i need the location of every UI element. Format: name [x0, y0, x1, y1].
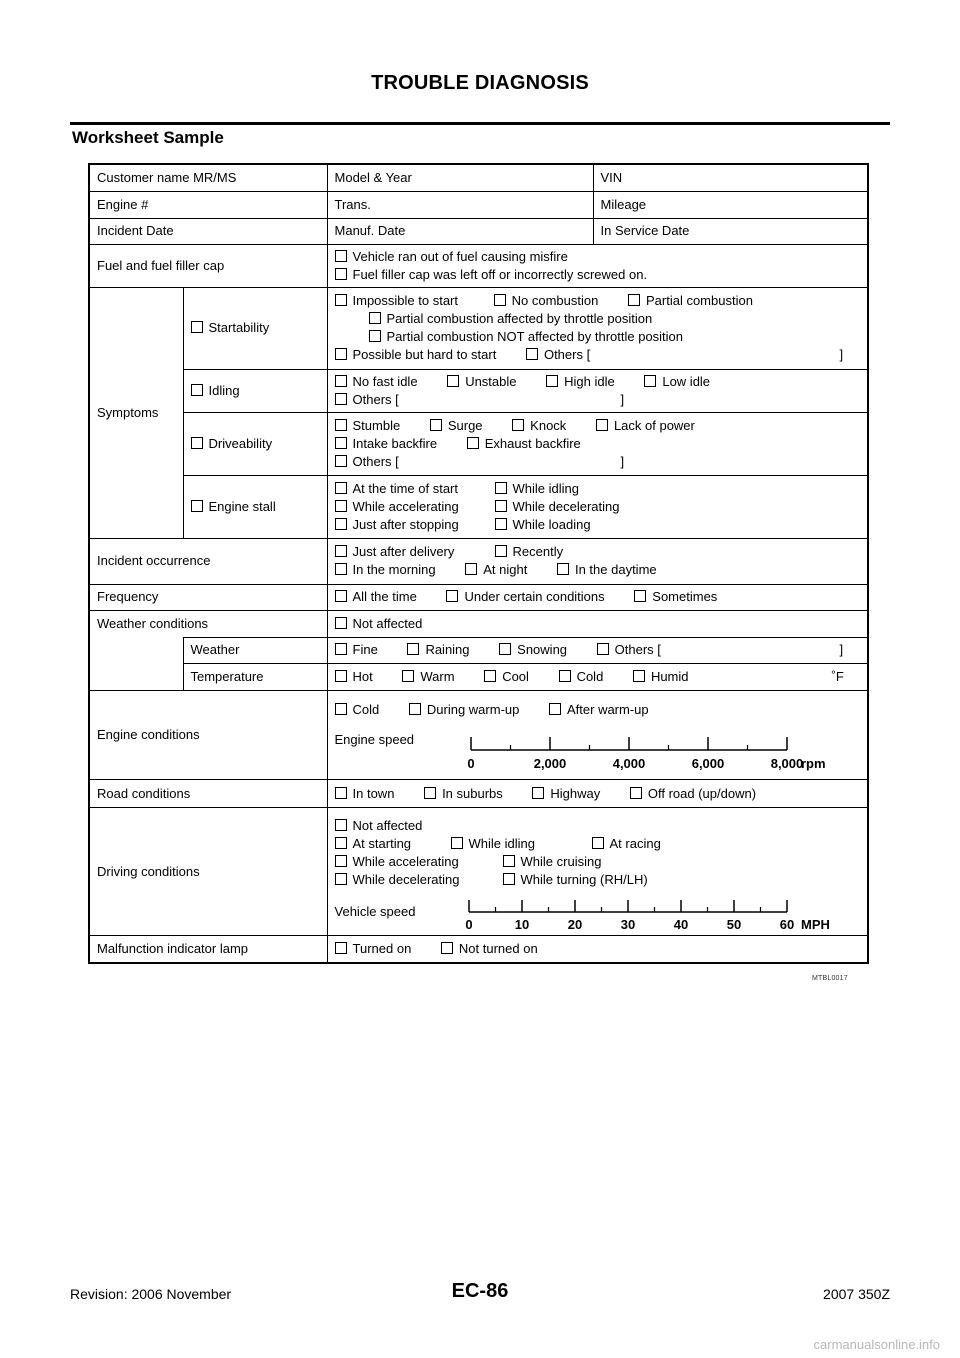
checkbox-icon: [441, 942, 453, 954]
engine-speed-label: Engine speed: [334, 731, 415, 747]
engine-stall-suboption[interactable]: Just after stopping: [335, 516, 479, 534]
incident-options: [327, 539, 868, 584]
symptoms-label: Symptoms: [89, 287, 183, 539]
weather-option[interactable]: Others [: [597, 641, 661, 659]
engine-stall-suboption[interactable]: While accelerating: [335, 498, 479, 516]
fuel-label: Fuel and fuel filler cap: [89, 244, 327, 287]
driving-option[interactable]: While cruising: [503, 853, 602, 871]
driving-option[interactable]: While idling: [451, 835, 576, 853]
vehicle-speed-label: Vehicle speed: [334, 903, 416, 919]
incident-option[interactable]: In the daytime: [557, 561, 657, 579]
checkbox-icon: [549, 703, 561, 715]
checkbox-icon: [499, 643, 511, 655]
checkbox-icon: [335, 837, 347, 849]
road-conditions-label: Road conditions: [89, 779, 327, 807]
checkbox-icon: [335, 643, 347, 655]
vehicle-speed-row: [334, 889, 861, 932]
checkbox-icon: [191, 384, 203, 396]
checkbox-icon: [484, 670, 496, 682]
model-year-field[interactable]: Model & Year: [327, 164, 593, 191]
mph-scale-tick-label: 50: [726, 916, 741, 932]
engine-stall-suboption[interactable]: While decelerating: [495, 498, 620, 516]
watermark: carmanualsonline.info: [813, 1337, 940, 1352]
symptoms-row: [89, 287, 868, 369]
checkbox-icon: [557, 563, 569, 575]
footer-page-number: EC-86: [451, 1280, 509, 1302]
driveability-suboption[interactable]: Stumble: [335, 417, 401, 435]
driving-option[interactable]: While accelerating: [335, 853, 487, 871]
checkbox-icon: [495, 500, 507, 512]
checkbox-icon: [451, 837, 463, 849]
checkbox-icon: [630, 787, 642, 799]
engine-stall-suboption[interactable]: While idling: [495, 480, 579, 498]
driveability-suboption[interactable]: Intake backfire: [335, 435, 438, 453]
incident-option[interactable]: At night: [465, 561, 527, 579]
weather-option[interactable]: Snowing: [499, 641, 567, 659]
startability-suboption[interactable]: Partial combustion NOT affected by throttle position: [369, 328, 684, 346]
driving-conditions-label: Driving conditions: [89, 808, 327, 936]
checkbox-icon: [335, 294, 347, 306]
incident-option[interactable]: In the morning: [335, 561, 436, 579]
driving-option[interactable]: At racing: [592, 835, 661, 853]
vin-field[interactable]: VIN: [593, 164, 868, 191]
checkbox-icon: [644, 375, 656, 387]
engine-conditions-label: Engine conditions: [89, 690, 327, 779]
temperature-option[interactable]: Cold: [559, 668, 604, 686]
temperature-option[interactable]: Warm: [402, 668, 454, 686]
checkbox-icon: [495, 545, 507, 557]
road-option[interactable]: In suburbs: [424, 785, 503, 803]
checkbox-icon: [335, 268, 347, 280]
weather-options: [327, 637, 868, 663]
checkbox-icon: [546, 375, 558, 387]
weather-option[interactable]: Raining: [407, 641, 469, 659]
checkbox-icon: [335, 419, 347, 431]
checkbox-icon: [592, 837, 604, 849]
checkbox-icon: [559, 670, 571, 682]
incident-row: [89, 539, 868, 584]
road-conditions-options: [327, 779, 868, 807]
checkbox-icon: [369, 330, 381, 342]
bracket-close: ]: [620, 454, 625, 470]
checkbox-icon: [335, 590, 347, 602]
driveability-options: [327, 413, 868, 476]
mil-option[interactable]: Not turned on: [441, 940, 538, 958]
weather-conditions-label: Weather conditions: [89, 610, 327, 637]
idling-others[interactable]: Others [: [335, 391, 399, 409]
checkbox-icon: [335, 482, 347, 494]
engine-conditions-options: [327, 690, 868, 779]
checkbox-icon: [634, 590, 646, 602]
mph-scale-tick-label: 40: [673, 916, 688, 932]
temperature-option[interactable]: Hot: [335, 668, 373, 686]
checkbox-icon: [335, 375, 347, 387]
idling-option[interactable]: Idling: [183, 369, 327, 412]
temperature-unit: ˚F: [831, 668, 844, 684]
checkbox-icon: [628, 294, 640, 306]
checkbox-icon: [495, 518, 507, 530]
temperature-label: Temperature: [183, 663, 327, 690]
driving-conditions-row: [89, 808, 868, 936]
engine-condition-option[interactable]: After warm-up: [549, 701, 649, 719]
driving-conditions-options: [327, 808, 868, 936]
mph-scale-tick-label: 20: [567, 916, 582, 932]
checkbox-icon: [335, 393, 347, 405]
checkbox-icon: [512, 419, 524, 431]
checkbox-icon: [447, 375, 459, 387]
frequency-option[interactable]: Under certain conditions: [446, 588, 604, 606]
checkbox-icon: [191, 321, 203, 333]
temperature-options: [327, 663, 868, 690]
startability-suboption[interactable]: Impossible to start: [335, 292, 459, 310]
in-service-date-field[interactable]: In Service Date: [593, 218, 868, 244]
checkbox-icon: [335, 670, 347, 682]
weather-option[interactable]: Fine: [335, 641, 378, 659]
idling-suboption[interactable]: High idle: [546, 373, 615, 391]
idling-options: [327, 369, 868, 412]
engine-stall-options: [327, 476, 868, 539]
driveability-suboption[interactable]: Knock: [512, 417, 566, 435]
footer-model: 2007 350Z: [823, 1286, 890, 1302]
frequency-option[interactable]: Sometimes: [634, 588, 717, 606]
weather-row: [89, 637, 868, 663]
incident-label: Incident occurrence: [89, 539, 327, 584]
checkbox-icon: [335, 563, 347, 575]
checkbox-icon: [335, 518, 347, 530]
rpm-scale-unit-label: rpm: [800, 755, 826, 771]
checkbox-icon: [597, 643, 609, 655]
weather-label: Weather: [183, 637, 327, 663]
startability-options: [327, 287, 868, 369]
info-row: [89, 191, 868, 218]
checkbox-icon: [335, 703, 347, 715]
checkbox-icon: [335, 873, 347, 885]
checkbox-icon: [335, 617, 347, 629]
checkbox-icon: [467, 437, 479, 449]
info-row: [89, 218, 868, 244]
checkbox-icon: [409, 703, 421, 715]
engine-condition-option[interactable]: Cold: [335, 701, 380, 719]
mph-scale-tick-label: 60: [779, 916, 794, 932]
mil-row: [89, 936, 868, 963]
fuel-option[interactable]: Fuel filler cap was left off or incorrectly screwed on.: [335, 266, 648, 284]
checkbox-icon: [335, 545, 347, 557]
mph-scale-tick-label: 10: [514, 916, 529, 932]
rpm-scale-tick-label: 4,000: [612, 755, 645, 771]
engine-speed-scale[interactable]: [465, 735, 826, 771]
bracket-close: ]: [620, 392, 625, 408]
incident-date-field[interactable]: Incident Date: [89, 218, 327, 244]
startability-suboption[interactable]: Partial combustion: [628, 292, 753, 310]
bracket-close: ]: [839, 642, 844, 658]
engine-stall-suboption[interactable]: At the time of start: [335, 480, 479, 498]
checkbox-icon: [335, 819, 347, 831]
engine-condition-option[interactable]: During warm-up: [409, 701, 519, 719]
frequency-row: [89, 584, 868, 610]
road-option[interactable]: In town: [335, 785, 395, 803]
engine-conditions-row: [89, 690, 868, 779]
mil-options: [327, 936, 868, 963]
idling-suboption[interactable]: Unstable: [447, 373, 516, 391]
mil-option[interactable]: Turned on: [335, 940, 412, 958]
temperature-option[interactable]: Humid: [633, 668, 689, 686]
temperature-row: [89, 663, 868, 690]
startability-suboption[interactable]: Others [: [526, 346, 590, 364]
worksheet: [88, 163, 867, 964]
vehicle-speed-scale[interactable]: [463, 899, 843, 931]
checkbox-icon: [335, 455, 347, 467]
checkbox-icon: [430, 419, 442, 431]
checkbox-icon: [503, 873, 515, 885]
checkbox-icon: [335, 437, 347, 449]
trans-field[interactable]: Trans.: [327, 191, 593, 218]
manuf-date-field[interactable]: Manuf. Date: [327, 218, 593, 244]
checkbox-icon: [335, 787, 347, 799]
road-option[interactable]: Off road (up/down): [630, 785, 756, 803]
checkbox-icon: [503, 855, 515, 867]
fuel-option[interactable]: Vehicle ran out of fuel causing misfire: [335, 248, 568, 266]
checkbox-icon: [424, 787, 436, 799]
title-rule: [70, 122, 890, 125]
engine-stall-suboption[interactable]: While loading: [495, 516, 591, 534]
driveability-suboption[interactable]: Lack of power: [596, 417, 695, 435]
checkbox-icon: [335, 348, 347, 360]
rpm-scale-tick-label: 0: [466, 755, 475, 771]
temperature-option[interactable]: Cool: [484, 668, 529, 686]
checkbox-icon: [407, 643, 419, 655]
checkbox-icon: [532, 787, 544, 799]
idling-row: [89, 369, 868, 412]
checkbox-icon: [446, 590, 458, 602]
idling-suboption[interactable]: No fast idle: [335, 373, 418, 391]
checkbox-icon: [335, 500, 347, 512]
checkbox-icon: [335, 942, 347, 954]
checkbox-icon: [369, 312, 381, 324]
bracket-close: ]: [839, 347, 844, 363]
startability-suboption[interactable]: Partial combustion affected by throttle position: [369, 310, 653, 328]
road-conditions-row: [89, 779, 868, 807]
checkbox-icon: [494, 294, 506, 306]
startability-suboption[interactable]: Possible but hard to start: [335, 346, 497, 364]
driveability-row: [89, 413, 868, 476]
startability-option[interactable]: Startability: [183, 287, 327, 369]
checkbox-icon: [335, 250, 347, 262]
engine-stall-option[interactable]: Engine stall: [183, 476, 327, 539]
rpm-scale-tick-label: 6,000: [691, 755, 724, 771]
checkbox-icon: [465, 563, 477, 575]
checkbox-icon: [633, 670, 645, 682]
mph-scale-unit-label: MPH: [800, 916, 830, 932]
incident-option[interactable]: Recently: [495, 543, 564, 561]
weather-spacer: [89, 637, 183, 690]
driveability-others[interactable]: Others [: [335, 453, 399, 471]
frequency-option[interactable]: All the time: [335, 588, 417, 606]
engine-speed-row: [335, 719, 861, 769]
driving-option[interactable]: While decelerating: [335, 871, 487, 889]
checkbox-icon: [335, 855, 347, 867]
driveability-suboption[interactable]: Surge: [430, 417, 483, 435]
frequency-label: Frequency: [89, 584, 327, 610]
image-code: MTBL0017: [812, 975, 848, 982]
checkbox-icon: [402, 670, 414, 682]
startability-suboption[interactable]: No combustion: [494, 292, 599, 310]
engine-stall-row: [89, 476, 868, 539]
mph-scale-tick-label: 0: [464, 916, 473, 932]
mph-scale-tick-label: 30: [620, 916, 635, 932]
driving-option[interactable]: At starting: [335, 835, 435, 853]
driving-option[interactable]: While turning (RH/LH): [503, 871, 648, 889]
driveability-suboption[interactable]: Exhaust backfire: [467, 435, 581, 453]
driving-option[interactable]: Not affected: [335, 817, 423, 835]
checkbox-icon: [191, 500, 203, 512]
engine-number-field[interactable]: Engine #: [89, 191, 327, 218]
checkbox-icon: [495, 482, 507, 494]
checkbox-icon: [191, 437, 203, 449]
rpm-scale-tick-label: 2,000: [533, 755, 566, 771]
mil-label: Malfunction indicator lamp: [89, 936, 327, 963]
fuel-options: [327, 244, 868, 287]
idling-suboption[interactable]: Low idle: [644, 373, 710, 391]
incident-option[interactable]: Just after delivery: [335, 543, 479, 561]
weather-not-affected[interactable]: Not affected: [327, 610, 868, 637]
mileage-field[interactable]: Mileage: [593, 191, 868, 218]
rpm-scale-tick-label: 8,000: [770, 755, 803, 771]
footer-revision: Revision: 2006 November: [70, 1286, 232, 1302]
checkbox-icon: [596, 419, 608, 431]
info-row: [89, 164, 868, 191]
worksheet-table: [88, 163, 869, 964]
road-option[interactable]: Highway: [532, 785, 600, 803]
checkbox-icon: [526, 348, 538, 360]
customer-name-field[interactable]: Customer name MR/MS: [89, 164, 327, 191]
frequency-options: [327, 584, 868, 610]
page-title: TROUBLE DIAGNOSIS: [371, 72, 589, 94]
section-title: Worksheet Sample: [72, 128, 224, 147]
driveability-option[interactable]: Driveability: [183, 413, 327, 476]
fuel-row: [89, 244, 868, 287]
weather-conditions-row: [89, 610, 868, 637]
